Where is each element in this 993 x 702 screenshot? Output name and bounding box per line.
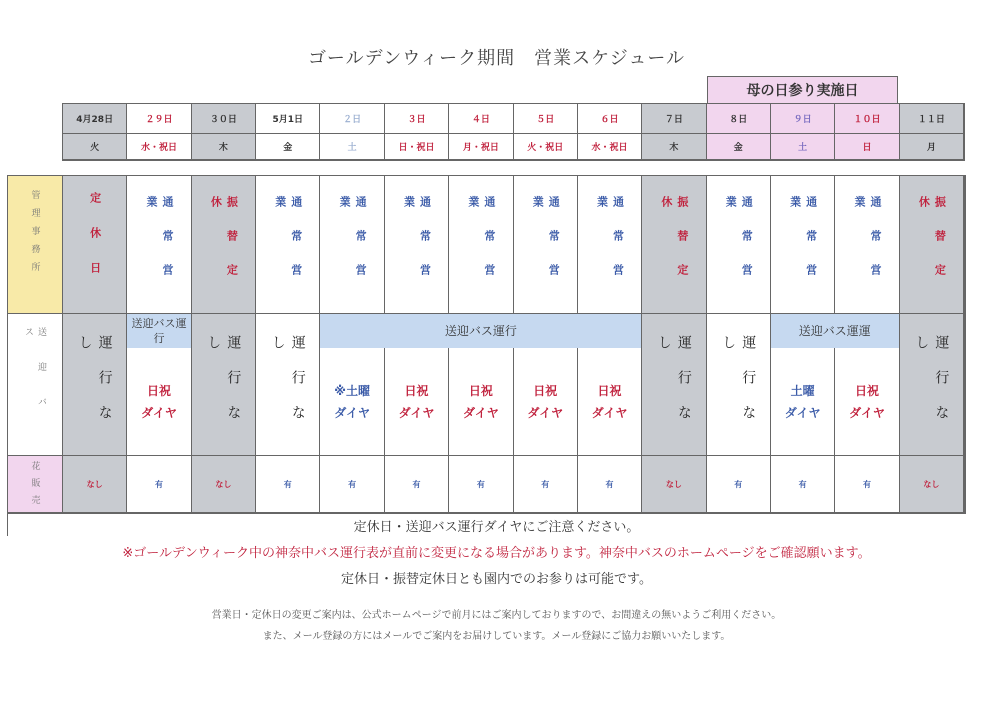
- schedule-table: [7, 175, 966, 514]
- date-cell: ９日: [771, 104, 835, 134]
- weekday-cell: 火・祝日: [514, 134, 578, 160]
- flower-sales-cell: [320, 456, 384, 513]
- office-status-text: 振替定休: [917, 196, 947, 298]
- flower-sales-cell: [707, 456, 771, 513]
- bus-no-service-cell: [256, 314, 320, 456]
- bus-band-29: 送迎バス運行: [127, 314, 191, 348]
- date-cell: ６日: [578, 104, 642, 134]
- row-label-office-text: 管理事務所: [29, 190, 40, 280]
- bus-no-service-cell: [707, 314, 771, 456]
- weekday-cell: 水・祝日: [127, 134, 191, 160]
- flower-sales-cell: [385, 456, 449, 513]
- weekday-cell: 日: [835, 134, 899, 160]
- office-status-cell: [900, 176, 964, 314]
- flower-sales-text: 有: [283, 479, 292, 489]
- date-header-table: [62, 103, 965, 161]
- bus-diagram-line2: ダイヤ: [591, 405, 628, 420]
- office-status-cell: [835, 176, 899, 314]
- flower-sales-text: 有: [605, 479, 614, 489]
- bus-diagram-cell: [449, 348, 513, 456]
- page-title: ゴールデンウィーク期間 営業スケジュール: [307, 48, 686, 69]
- office-status-text: 通常営業: [724, 196, 754, 298]
- date-cell: １０日: [835, 104, 899, 134]
- bus-no-service-text: 運行なし: [655, 335, 692, 440]
- flower-sales-cell: [514, 456, 578, 513]
- row-label-bus: [8, 314, 63, 456]
- bus-diagram-cell: [771, 348, 835, 456]
- weekday-cell: 月・祝日: [449, 134, 513, 160]
- office-status-text: 通常営業: [466, 196, 496, 298]
- flower-sales-text: なし: [215, 479, 232, 489]
- bus-no-service-cell: [900, 314, 964, 456]
- bus-diagram-cell: [514, 348, 578, 456]
- bus-diagram-line1: 日祝: [597, 383, 622, 398]
- bus-diagram-line1: 日祝: [854, 383, 879, 398]
- office-status-text: 通常営業: [338, 196, 368, 298]
- bus-diagram-line1: ※土曜: [334, 383, 370, 398]
- office-status-text: 振替定休: [209, 196, 239, 298]
- bus-diagram-cell: [385, 348, 449, 456]
- flower-sales-cell: [642, 456, 706, 513]
- notice-schedule-changes: 営業日・定休日の変更ご案内は、公式ホームページで前月にはご案内しておりますので、お間違えの無いようご利用ください。: [211, 610, 782, 621]
- flower-sales-text: 有: [798, 479, 807, 489]
- weekday-cell: 金: [707, 134, 771, 160]
- date-cell: ３日: [385, 104, 449, 134]
- flower-sales-text: なし: [923, 479, 940, 489]
- bus-diagram-line2: ダイヤ: [398, 405, 435, 420]
- weekday-cell: 木: [642, 134, 706, 160]
- bus-diagram-line2: ダイヤ: [527, 405, 564, 420]
- bus-diagram-cell: [127, 348, 191, 456]
- office-status-cell: [127, 176, 191, 314]
- bus-diagram-line2: ダイヤ: [849, 405, 885, 420]
- office-status-text: 通常営業: [402, 196, 432, 298]
- date-cell: ４日: [449, 104, 513, 134]
- bus-no-service-cell: [63, 314, 127, 456]
- bus-diagram-line1: 日祝: [533, 383, 558, 398]
- flower-sales-cell: [63, 456, 127, 513]
- office-status-cell: [192, 176, 256, 314]
- flower-sales-cell: [192, 456, 256, 513]
- bus-diagram-line1: 日祝: [468, 383, 493, 398]
- flower-sales-text: なし: [665, 479, 682, 489]
- office-status-cell: [771, 176, 835, 314]
- office-status-text: 定休日: [88, 192, 102, 297]
- bus-diagram-line1: 日祝: [404, 383, 429, 398]
- weekday-cell: 土: [771, 134, 835, 160]
- bus-diagram-line1: 日祝: [147, 383, 172, 398]
- weekday-cell: 月: [900, 134, 964, 160]
- office-status-cell: [320, 176, 384, 314]
- flower-sales-text: なし: [86, 479, 103, 489]
- bus-diagram-line2: ダイヤ: [462, 405, 499, 420]
- date-cell: ５日: [514, 104, 578, 134]
- date-cell: 5月1日: [256, 104, 320, 134]
- bus-no-service-text: 運行なし: [205, 335, 242, 440]
- office-status-cell: [578, 176, 642, 314]
- bus-no-service-text: 運行なし: [720, 335, 757, 440]
- flower-sales-text: 有: [541, 479, 550, 489]
- bus-diagram-line2: ダイヤ: [784, 405, 821, 420]
- office-status-cell: [642, 176, 706, 314]
- bus-diagram-cell: [835, 348, 899, 456]
- office-status-text: 通常営業: [852, 196, 882, 298]
- notice-bus-change: ※ゴールデンウィーク中の神奈中バス運行表が直前に変更になる場合があります。神奈中バスのホームページをご確認願います。: [122, 546, 871, 561]
- row-label-flowers: [8, 456, 63, 513]
- bus-no-service-text: 運行なし: [76, 335, 113, 440]
- office-status-cell: [63, 176, 127, 314]
- flower-sales-cell: [900, 456, 964, 513]
- office-status-cell: [514, 176, 578, 314]
- flower-sales-text: 有: [155, 479, 164, 489]
- bus-band-2-6: 送迎バス運行: [320, 314, 642, 348]
- date-cell: ７日: [642, 104, 706, 134]
- date-cell: 4月28日: [63, 104, 127, 134]
- flower-sales-text: 有: [348, 479, 357, 489]
- weekday-cell: 金: [256, 134, 320, 160]
- office-status-text: 通常営業: [595, 196, 625, 298]
- notice-closed-days: 定休日・送迎バス運行ダイヤにご注意ください。: [353, 520, 640, 535]
- weekday-cell: 土: [320, 134, 384, 160]
- flower-sales-cell: [256, 456, 320, 513]
- weekday-cell: 木: [192, 134, 256, 160]
- row-label-flowers-text: 花販売: [29, 460, 40, 512]
- bus-diagram-cell: [578, 348, 642, 456]
- office-status-text: 通常営業: [788, 196, 818, 298]
- office-status-text: 通常営業: [273, 196, 303, 298]
- weekday-cell: 火: [63, 134, 127, 160]
- mothers-day-banner: 母の日参り実施日: [707, 76, 898, 104]
- date-cell: ３０日: [192, 104, 256, 134]
- notice-email: また、メール登録の方にはメールでご案内をお届けしています。メール登録にご協力お願いいたします。: [262, 631, 731, 642]
- bus-diagram-line2: ダイヤ: [141, 405, 177, 420]
- row-label-office: [8, 176, 63, 314]
- office-status-cell: [449, 176, 513, 314]
- bus-band-9-10: 送迎バス運運: [771, 314, 900, 348]
- flower-sales-text: 有: [862, 479, 871, 489]
- bus-diagram-line2: ダイヤ: [334, 405, 370, 420]
- office-status-text: 通常営業: [531, 196, 561, 298]
- flower-sales-text: 有: [476, 479, 485, 489]
- bus-no-service-cell: [642, 314, 706, 456]
- date-cell: ２９日: [127, 104, 191, 134]
- date-cell: ２日: [320, 104, 384, 134]
- office-status-cell: [256, 176, 320, 314]
- bus-diagram-line1: 土曜: [790, 383, 815, 398]
- notice-visits: 定休日・振替定休日とも園内でのお参りは可能です。: [341, 572, 652, 587]
- office-status-cell: [385, 176, 449, 314]
- flower-sales-cell: [578, 456, 642, 513]
- weekday-cell: 日・祝日: [385, 134, 449, 160]
- flower-sales-text: 有: [412, 479, 421, 489]
- bus-no-service-cell: [192, 314, 256, 456]
- flower-sales-cell: [449, 456, 513, 513]
- office-status-cell: [707, 176, 771, 314]
- date-cell: １１日: [900, 104, 964, 134]
- row-label-bus-text: 送迎バス: [23, 327, 46, 432]
- flower-sales-cell: [835, 456, 899, 513]
- flower-sales-cell: [127, 456, 191, 513]
- date-cell: ８日: [707, 104, 771, 134]
- flower-sales-text: 有: [734, 479, 743, 489]
- weekday-cell: 水・祝日: [578, 134, 642, 160]
- office-status-text: 振替定休: [659, 196, 689, 298]
- bus-no-service-text: 運行なし: [269, 335, 306, 440]
- bus-no-service-text: 運行なし: [913, 335, 950, 440]
- bus-diagram-cell: [320, 348, 384, 456]
- office-status-text: 通常営業: [145, 196, 175, 298]
- flower-sales-cell: [771, 456, 835, 513]
